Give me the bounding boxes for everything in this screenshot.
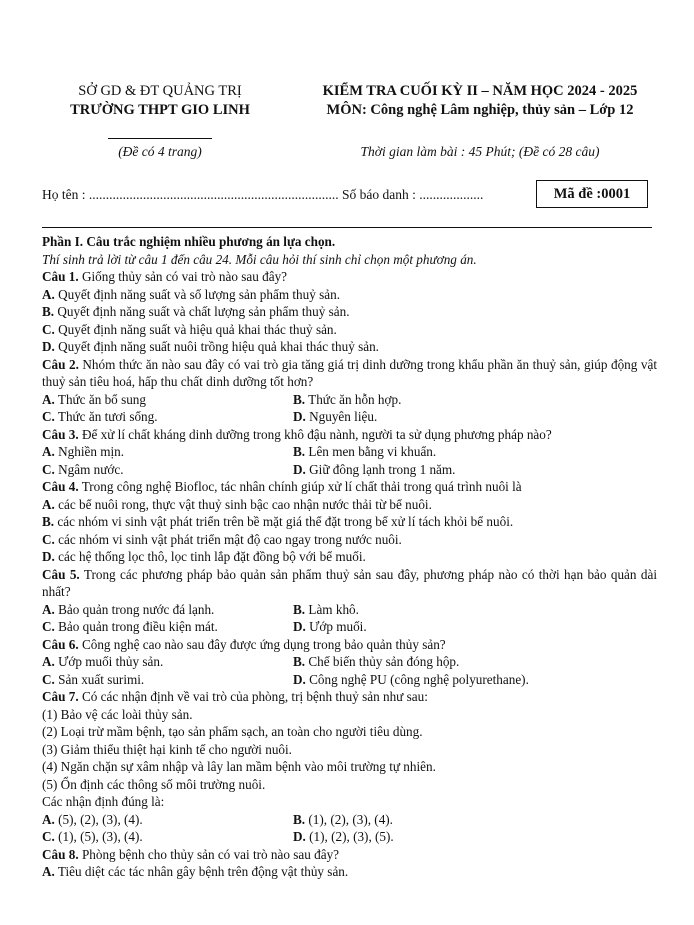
question-4 [42,478,657,566]
question-5 [42,566,657,636]
option-d: D. các hệ thống lọc thô, lọc tinh lắp đặt đồng bộ với bể muối. [42,549,366,564]
question-text: Có các nhận định về vai trò của phòng, trị bệnh thuỷ sản như sau: [78,689,428,704]
question-text: Công nghệ cao nào sau đây được ứng dụng trong bảo quản thủy sản? [78,636,446,652]
question-number: Câu 8. [42,846,79,862]
option-a: A. Thức ăn bổ sung [42,391,146,407]
part-instruction: Thí sinh trả lời từ câu 1 đến câu 24. Mỗi câu hỏi thí sinh chỉ chọn một phương án. [42,251,477,267]
time-note: Thời gian làm bài : 45 Phút; (Đề có 28 câu) [360,144,600,159]
option-b: B. (1), (2), (3), (4). [293,811,393,827]
question-number: Câu 4. [42,479,79,494]
question-number: Câu 3. [42,426,79,442]
section-divider [42,227,652,228]
option-a: A. Bảo quản trong nước đá lạnh. [42,601,215,617]
question-number: Câu 2. [42,356,79,372]
department-name: SỞ GD & ĐT QUẢNG TRỊ [78,83,242,99]
option-c: C. Thức ăn tươi sống. [42,409,158,424]
option-b: B. Quyết định năng suất và chất lượng sản phẩm thuỷ sản. [42,304,350,319]
question-text: Để xử lí chất kháng dinh dưỡng trong khô đậu nành, người ta sử dụng phương pháp nào? [78,426,552,442]
question-2 [42,356,657,426]
student-info-row [42,187,483,203]
question-prompt: Các nhận định đúng là: [42,794,165,809]
option-c: C. các nhóm vi sinh vật phát triển mật độ cao ngay trong nước nuôi. [42,531,402,547]
statement-5: (5) Ổn định các thông số môi trường nuôi. [42,776,266,792]
question-text: Nhóm thức ăn nào sau đây có vai trò gia tăng giá trị dinh dưỡng trong khẩu phần ăn thuỷ sản, giúp động vật thuỷ sản tiêu hoá, hấp thu chất dinh dưỡng tốt hơn? [42,356,657,389]
exam-code-box: Mã đề :0001 [536,180,648,208]
pages-note: (Đề có 4 trang) [118,144,202,159]
question-8 [42,846,657,881]
option-a: A. Tiêu diệt các tác nhân gây bệnh trên động vật thủy sản. [42,864,349,879]
question-text: Phòng bệnh cho thủy sản có vai trò nào sau đây? [78,846,340,862]
question-text: Giống thủy sản có vai trò nào sau đây? [78,269,288,284]
question-number: Câu 6. [42,636,79,652]
question-number: Câu 1. [42,269,79,284]
statement-2: (2) Loại trừ mầm bệnh, tạo sản phẩm sạch, an toàn cho người tiêu dùng. [42,724,423,739]
name-field-label: Họ tên : .......................................................................... [42,187,339,202]
option-a: A. các bể nuôi rong, thực vật thuỷ sinh bậc cao nhận nước thải từ bể nuôi. [42,496,432,512]
option-b: B. Làm khô. [293,601,359,617]
statement-1: (1) Bảo vệ các loài thủy sản. [42,706,193,722]
header-right [300,82,660,120]
exam-title: KIỂM TRA CUỐI KỲ II – NĂM HỌC 2024 - 2025 [322,83,638,99]
option-d: D. Giữ đông lạnh trong 1 năm. [293,461,456,477]
id-field-label: Số báo danh : ................... [342,187,484,202]
option-b: B. Thức ăn hỗn hợp. [293,391,402,407]
question-1 [42,268,657,356]
option-d: D. Ướp muối. [293,619,367,634]
school-name: TRƯỜNG THPT GIO LINH [70,102,250,118]
option-d: D. Quyết định năng suất nuôi trồng hiệu quả khai thác thuỷ sản. [42,339,379,354]
question-7 [42,688,657,846]
exam-content [42,233,657,881]
part-title: Phần I. Câu trắc nghiệm nhiều phương án lựa chọn. [42,234,336,249]
option-d: D. Công nghệ PU (công nghệ polyurethane). [293,671,529,687]
question-text: Trong các phương pháp bảo quản sản phẩm thuỷ sản sau đây, phương pháp nào có thời hạn bảo quản dài nhất? [42,566,657,599]
option-a: A. Quyết định năng suất và số lượng sản phẩm thuỷ sản. [42,286,340,302]
header-divider [108,138,212,139]
option-c: C. Bảo quản trong điều kiện mát. [42,619,218,634]
option-a: A. Ướp muối thủy sản. [42,654,164,669]
option-a: A. Nghiền mịn. [42,444,125,459]
option-d: D. (1), (2), (3), (5). [293,829,394,844]
statement-3: (3) Giảm thiểu thiệt hại kinh tế cho người nuôi. [42,741,292,757]
header-left [30,82,290,120]
question-text: Trong công nghệ Biofloc, tác nhân chính giúp xử lí chất thải trong quá trình nuôi là [78,479,522,494]
option-b: B. Chế biến thủy sản đóng hộp. [293,654,460,669]
question-number: Câu 5. [42,566,80,582]
option-c: C. Sản xuất surimi. [42,671,145,687]
option-b: B. Lên men bằng vi khuẩn. [293,444,437,459]
option-c: C. (1), (5), (3), (4). [42,829,143,844]
option-d: D. Nguyên liệu. [293,409,378,424]
question-6 [42,636,657,689]
subject-title: MÔN: Công nghệ Lâm nghiệp, thủy sản – Lớp 12 [326,102,634,118]
option-b: B. các nhóm vi sinh vật phát triển trên bề mặt giá thể đặt trong bể xử lí tách khỏi bể nuôi. [42,514,514,529]
option-c: C. Quyết định năng suất và hiệu quả khai thác thuỷ sản. [42,321,337,337]
question-3 [42,426,657,479]
option-a: A. (5), (2), (3), (4). [42,811,143,827]
question-number: Câu 7. [42,689,79,704]
option-c: C. Ngâm nước. [42,461,124,477]
statement-4: (4) Ngăn chặn sự xâm nhập và lây lan mầm bệnh vào môi trường tự nhiên. [42,759,436,774]
